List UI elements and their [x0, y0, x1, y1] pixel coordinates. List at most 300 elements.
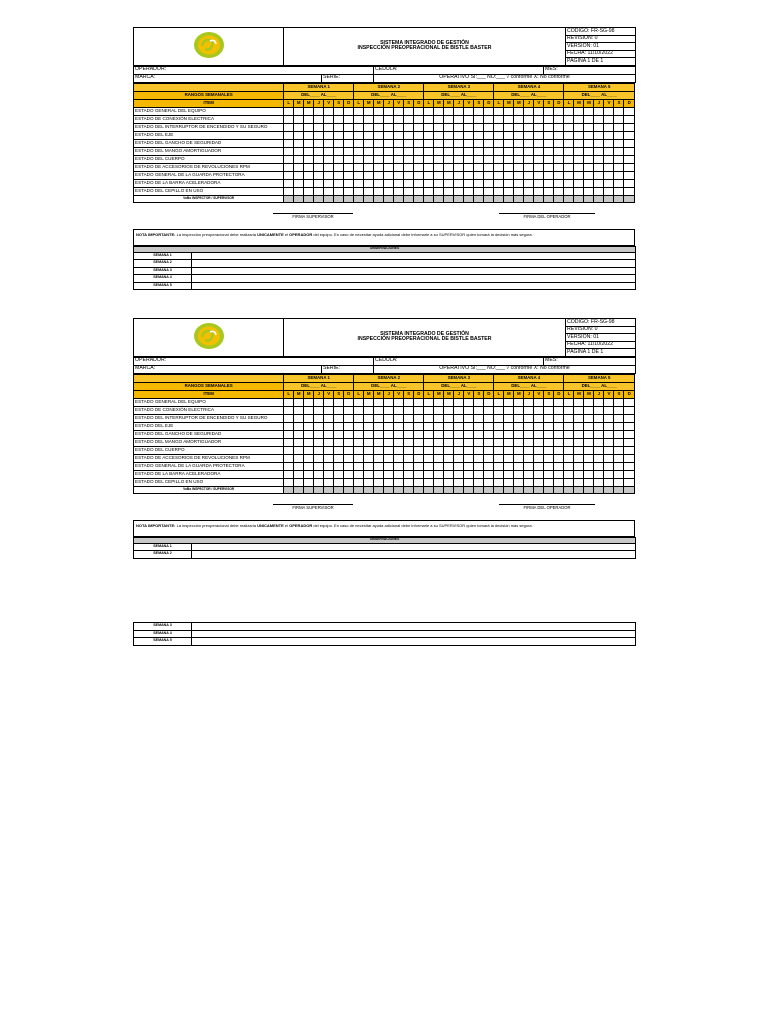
check-cell[interactable]: [354, 171, 364, 179]
check-cell[interactable]: [334, 179, 344, 187]
check-cell[interactable]: [364, 406, 374, 414]
check-cell[interactable]: [434, 462, 444, 470]
check-cell[interactable]: [484, 446, 494, 454]
check-cell[interactable]: [564, 446, 574, 454]
check-cell[interactable]: [594, 155, 604, 163]
marca-field[interactable]: MARCA:: [134, 365, 322, 373]
check-cell[interactable]: [534, 438, 544, 446]
check-cell[interactable]: [594, 446, 604, 454]
vobo-cell[interactable]: [444, 486, 454, 493]
check-cell[interactable]: [394, 470, 404, 478]
check-cell[interactable]: [384, 478, 394, 486]
check-cell[interactable]: [414, 139, 424, 147]
vobo-cell[interactable]: [294, 195, 304, 202]
check-cell[interactable]: [534, 171, 544, 179]
check-cell[interactable]: [364, 187, 374, 195]
check-cell[interactable]: [584, 406, 594, 414]
check-cell[interactable]: [464, 131, 474, 139]
check-cell[interactable]: [564, 155, 574, 163]
check-cell[interactable]: [524, 131, 534, 139]
vobo-cell[interactable]: [604, 486, 614, 493]
check-cell[interactable]: [294, 438, 304, 446]
check-cell[interactable]: [384, 115, 394, 123]
check-cell[interactable]: [434, 478, 444, 486]
check-cell[interactable]: [284, 398, 294, 406]
check-cell[interactable]: [474, 430, 484, 438]
check-cell[interactable]: [284, 470, 294, 478]
check-cell[interactable]: [324, 179, 334, 187]
check-cell[interactable]: [314, 187, 324, 195]
check-cell[interactable]: [534, 179, 544, 187]
check-cell[interactable]: [434, 430, 444, 438]
check-cell[interactable]: [444, 107, 454, 115]
check-cell[interactable]: [334, 478, 344, 486]
check-cell[interactable]: [294, 430, 304, 438]
check-cell[interactable]: [384, 187, 394, 195]
check-cell[interactable]: [584, 422, 594, 430]
check-cell[interactable]: [444, 131, 454, 139]
vobo-cell[interactable]: [394, 195, 404, 202]
check-cell[interactable]: [334, 462, 344, 470]
check-cell[interactable]: [504, 478, 514, 486]
check-cell[interactable]: [594, 398, 604, 406]
vobo-cell[interactable]: [484, 195, 494, 202]
check-cell[interactable]: [354, 115, 364, 123]
check-cell[interactable]: [614, 187, 624, 195]
check-cell[interactable]: [294, 446, 304, 454]
check-cell[interactable]: [594, 171, 604, 179]
check-cell[interactable]: [314, 115, 324, 123]
check-cell[interactable]: [584, 147, 594, 155]
check-cell[interactable]: [484, 438, 494, 446]
check-cell[interactable]: [374, 163, 384, 171]
check-cell[interactable]: [364, 179, 374, 187]
check-cell[interactable]: [514, 171, 524, 179]
check-cell[interactable]: [614, 171, 624, 179]
check-cell[interactable]: [614, 115, 624, 123]
check-cell[interactable]: [564, 171, 574, 179]
check-cell[interactable]: [554, 478, 564, 486]
check-cell[interactable]: [484, 398, 494, 406]
check-cell[interactable]: [304, 187, 314, 195]
check-cell[interactable]: [614, 422, 624, 430]
check-cell[interactable]: [534, 115, 544, 123]
check-cell[interactable]: [584, 123, 594, 131]
check-cell[interactable]: [454, 414, 464, 422]
vobo-cell[interactable]: [554, 195, 564, 202]
check-cell[interactable]: [324, 139, 334, 147]
check-cell[interactable]: [454, 422, 464, 430]
check-cell[interactable]: [574, 107, 584, 115]
check-cell[interactable]: [424, 414, 434, 422]
check-cell[interactable]: [314, 123, 324, 131]
check-cell[interactable]: [494, 187, 504, 195]
vobo-cell[interactable]: [384, 195, 394, 202]
check-cell[interactable]: [554, 430, 564, 438]
check-cell[interactable]: [514, 470, 524, 478]
check-cell[interactable]: [524, 123, 534, 131]
check-cell[interactable]: [444, 430, 454, 438]
check-cell[interactable]: [344, 115, 354, 123]
check-cell[interactable]: [584, 155, 594, 163]
check-cell[interactable]: [344, 107, 354, 115]
check-cell[interactable]: [404, 155, 414, 163]
vobo-cell[interactable]: [504, 195, 514, 202]
check-cell[interactable]: [374, 187, 384, 195]
check-cell[interactable]: [334, 171, 344, 179]
check-cell[interactable]: [414, 131, 424, 139]
check-cell[interactable]: [304, 107, 314, 115]
check-cell[interactable]: [494, 171, 504, 179]
check-cell[interactable]: [434, 454, 444, 462]
vobo-cell[interactable]: [464, 195, 474, 202]
check-cell[interactable]: [344, 454, 354, 462]
check-cell[interactable]: [414, 398, 424, 406]
check-cell[interactable]: [344, 139, 354, 147]
vobo-cell[interactable]: [574, 195, 584, 202]
check-cell[interactable]: [294, 414, 304, 422]
check-cell[interactable]: [374, 478, 384, 486]
cedula-field[interactable]: CEDULA:: [374, 357, 544, 365]
check-cell[interactable]: [504, 139, 514, 147]
check-cell[interactable]: [374, 430, 384, 438]
check-cell[interactable]: [504, 187, 514, 195]
check-cell[interactable]: [414, 478, 424, 486]
check-cell[interactable]: [374, 422, 384, 430]
check-cell[interactable]: [414, 414, 424, 422]
check-cell[interactable]: [294, 462, 304, 470]
obs-field[interactable]: [192, 638, 636, 646]
check-cell[interactable]: [454, 147, 464, 155]
obs-field[interactable]: [192, 551, 636, 559]
check-cell[interactable]: [494, 470, 504, 478]
check-cell[interactable]: [404, 470, 414, 478]
check-cell[interactable]: [334, 123, 344, 131]
vobo-cell[interactable]: [284, 486, 294, 493]
check-cell[interactable]: [494, 414, 504, 422]
vobo-cell[interactable]: [454, 195, 464, 202]
check-cell[interactable]: [374, 123, 384, 131]
check-cell[interactable]: [454, 115, 464, 123]
check-cell[interactable]: [544, 462, 554, 470]
check-cell[interactable]: [594, 414, 604, 422]
check-cell[interactable]: [394, 398, 404, 406]
vobo-cell[interactable]: [394, 486, 404, 493]
check-cell[interactable]: [514, 107, 524, 115]
check-cell[interactable]: [454, 438, 464, 446]
check-cell[interactable]: [504, 454, 514, 462]
check-cell[interactable]: [544, 454, 554, 462]
check-cell[interactable]: [344, 131, 354, 139]
check-cell[interactable]: [584, 446, 594, 454]
check-cell[interactable]: [574, 406, 584, 414]
check-cell[interactable]: [424, 171, 434, 179]
check-cell[interactable]: [464, 139, 474, 147]
check-cell[interactable]: [354, 179, 364, 187]
check-cell[interactable]: [344, 147, 354, 155]
check-cell[interactable]: [494, 422, 504, 430]
vobo-cell[interactable]: [544, 195, 554, 202]
check-cell[interactable]: [284, 454, 294, 462]
check-cell[interactable]: [294, 155, 304, 163]
check-cell[interactable]: [574, 422, 584, 430]
check-cell[interactable]: [464, 430, 474, 438]
check-cell[interactable]: [444, 187, 454, 195]
check-cell[interactable]: [594, 131, 604, 139]
check-cell[interactable]: [304, 147, 314, 155]
check-cell[interactable]: [404, 139, 414, 147]
vobo-cell[interactable]: [624, 195, 635, 202]
check-cell[interactable]: [474, 179, 484, 187]
check-cell[interactable]: [624, 107, 635, 115]
check-cell[interactable]: [314, 171, 324, 179]
obs-field[interactable]: [192, 252, 636, 260]
check-cell[interactable]: [404, 446, 414, 454]
check-cell[interactable]: [574, 454, 584, 462]
check-cell[interactable]: [294, 147, 304, 155]
vobo-cell[interactable]: [544, 486, 554, 493]
check-cell[interactable]: [424, 406, 434, 414]
check-cell[interactable]: [594, 115, 604, 123]
check-cell[interactable]: [484, 478, 494, 486]
check-cell[interactable]: [564, 398, 574, 406]
check-cell[interactable]: [434, 187, 444, 195]
check-cell[interactable]: [574, 179, 584, 187]
check-cell[interactable]: [604, 107, 614, 115]
check-cell[interactable]: [414, 470, 424, 478]
check-cell[interactable]: [354, 430, 364, 438]
check-cell[interactable]: [434, 438, 444, 446]
check-cell[interactable]: [294, 470, 304, 478]
check-cell[interactable]: [314, 147, 324, 155]
check-cell[interactable]: [624, 446, 635, 454]
check-cell[interactable]: [564, 163, 574, 171]
check-cell[interactable]: [344, 470, 354, 478]
check-cell[interactable]: [504, 147, 514, 155]
check-cell[interactable]: [424, 107, 434, 115]
check-cell[interactable]: [524, 107, 534, 115]
week-range[interactable]: DEL____ AL____: [284, 382, 354, 390]
check-cell[interactable]: [624, 147, 635, 155]
check-cell[interactable]: [424, 454, 434, 462]
check-cell[interactable]: [474, 414, 484, 422]
check-cell[interactable]: [354, 155, 364, 163]
check-cell[interactable]: [364, 422, 374, 430]
check-cell[interactable]: [304, 462, 314, 470]
check-cell[interactable]: [434, 139, 444, 147]
check-cell[interactable]: [484, 131, 494, 139]
check-cell[interactable]: [284, 414, 294, 422]
check-cell[interactable]: [564, 187, 574, 195]
check-cell[interactable]: [324, 107, 334, 115]
check-cell[interactable]: [304, 179, 314, 187]
check-cell[interactable]: [544, 398, 554, 406]
check-cell[interactable]: [374, 131, 384, 139]
vobo-cell[interactable]: [354, 486, 364, 493]
check-cell[interactable]: [604, 478, 614, 486]
check-cell[interactable]: [304, 438, 314, 446]
check-cell[interactable]: [594, 147, 604, 155]
check-cell[interactable]: [624, 131, 635, 139]
check-cell[interactable]: [514, 446, 524, 454]
check-cell[interactable]: [464, 406, 474, 414]
check-cell[interactable]: [574, 430, 584, 438]
check-cell[interactable]: [404, 478, 414, 486]
check-cell[interactable]: [504, 115, 514, 123]
check-cell[interactable]: [624, 123, 635, 131]
check-cell[interactable]: [564, 438, 574, 446]
check-cell[interactable]: [344, 163, 354, 171]
check-cell[interactable]: [384, 123, 394, 131]
check-cell[interactable]: [614, 414, 624, 422]
check-cell[interactable]: [564, 406, 574, 414]
check-cell[interactable]: [584, 115, 594, 123]
check-cell[interactable]: [344, 446, 354, 454]
check-cell[interactable]: [494, 107, 504, 115]
serie-field[interactable]: SERIE:: [322, 74, 374, 82]
check-cell[interactable]: [464, 454, 474, 462]
vobo-cell[interactable]: [434, 195, 444, 202]
check-cell[interactable]: [344, 414, 354, 422]
obs-field[interactable]: [192, 630, 636, 638]
check-cell[interactable]: [574, 155, 584, 163]
check-cell[interactable]: [354, 454, 364, 462]
check-cell[interactable]: [364, 131, 374, 139]
check-cell[interactable]: [414, 107, 424, 115]
check-cell[interactable]: [344, 398, 354, 406]
check-cell[interactable]: [374, 414, 384, 422]
check-cell[interactable]: [314, 454, 324, 462]
check-cell[interactable]: [434, 414, 444, 422]
check-cell[interactable]: [444, 163, 454, 171]
check-cell[interactable]: [574, 187, 584, 195]
check-cell[interactable]: [474, 171, 484, 179]
check-cell[interactable]: [464, 422, 474, 430]
check-cell[interactable]: [424, 462, 434, 470]
check-cell[interactable]: [444, 115, 454, 123]
check-cell[interactable]: [584, 131, 594, 139]
check-cell[interactable]: [414, 422, 424, 430]
check-cell[interactable]: [524, 478, 534, 486]
check-cell[interactable]: [414, 438, 424, 446]
check-cell[interactable]: [494, 438, 504, 446]
check-cell[interactable]: [494, 478, 504, 486]
check-cell[interactable]: [614, 163, 624, 171]
check-cell[interactable]: [604, 414, 614, 422]
check-cell[interactable]: [554, 131, 564, 139]
check-cell[interactable]: [464, 187, 474, 195]
check-cell[interactable]: [514, 430, 524, 438]
check-cell[interactable]: [544, 438, 554, 446]
vobo-cell[interactable]: [484, 486, 494, 493]
check-cell[interactable]: [514, 414, 524, 422]
check-cell[interactable]: [624, 470, 635, 478]
check-cell[interactable]: [414, 123, 424, 131]
check-cell[interactable]: [554, 187, 564, 195]
check-cell[interactable]: [284, 406, 294, 414]
check-cell[interactable]: [284, 123, 294, 131]
check-cell[interactable]: [464, 123, 474, 131]
check-cell[interactable]: [584, 430, 594, 438]
check-cell[interactable]: [594, 187, 604, 195]
check-cell[interactable]: [344, 171, 354, 179]
check-cell[interactable]: [364, 163, 374, 171]
vobo-cell[interactable]: [294, 486, 304, 493]
check-cell[interactable]: [394, 147, 404, 155]
check-cell[interactable]: [594, 430, 604, 438]
check-cell[interactable]: [554, 462, 564, 470]
check-cell[interactable]: [624, 438, 635, 446]
vobo-cell[interactable]: [494, 195, 504, 202]
check-cell[interactable]: [514, 179, 524, 187]
vobo-cell[interactable]: [334, 486, 344, 493]
check-cell[interactable]: [554, 406, 564, 414]
vobo-cell[interactable]: [324, 486, 334, 493]
check-cell[interactable]: [564, 179, 574, 187]
check-cell[interactable]: [444, 123, 454, 131]
check-cell[interactable]: [394, 107, 404, 115]
check-cell[interactable]: [574, 123, 584, 131]
check-cell[interactable]: [384, 414, 394, 422]
check-cell[interactable]: [454, 155, 464, 163]
check-cell[interactable]: [504, 438, 514, 446]
check-cell[interactable]: [484, 139, 494, 147]
vobo-cell[interactable]: [594, 195, 604, 202]
vobo-cell[interactable]: [454, 486, 464, 493]
check-cell[interactable]: [554, 115, 564, 123]
check-cell[interactable]: [384, 155, 394, 163]
check-cell[interactable]: [324, 478, 334, 486]
check-cell[interactable]: [294, 131, 304, 139]
check-cell[interactable]: [504, 155, 514, 163]
check-cell[interactable]: [384, 179, 394, 187]
check-cell[interactable]: [324, 462, 334, 470]
check-cell[interactable]: [334, 131, 344, 139]
obs-field[interactable]: [192, 275, 636, 283]
check-cell[interactable]: [574, 470, 584, 478]
check-cell[interactable]: [284, 430, 294, 438]
check-cell[interactable]: [424, 470, 434, 478]
check-cell[interactable]: [434, 422, 444, 430]
check-cell[interactable]: [364, 123, 374, 131]
check-cell[interactable]: [294, 406, 304, 414]
check-cell[interactable]: [304, 398, 314, 406]
check-cell[interactable]: [514, 131, 524, 139]
check-cell[interactable]: [324, 422, 334, 430]
check-cell[interactable]: [624, 179, 635, 187]
check-cell[interactable]: [584, 438, 594, 446]
check-cell[interactable]: [524, 147, 534, 155]
check-cell[interactable]: [414, 147, 424, 155]
check-cell[interactable]: [354, 131, 364, 139]
check-cell[interactable]: [524, 454, 534, 462]
vobo-cell[interactable]: [514, 195, 524, 202]
check-cell[interactable]: [604, 163, 614, 171]
check-cell[interactable]: [404, 414, 414, 422]
check-cell[interactable]: [454, 462, 464, 470]
check-cell[interactable]: [584, 171, 594, 179]
operador-field[interactable]: OPERADOR:: [134, 66, 374, 74]
check-cell[interactable]: [434, 446, 444, 454]
check-cell[interactable]: [444, 171, 454, 179]
check-cell[interactable]: [424, 438, 434, 446]
check-cell[interactable]: [334, 155, 344, 163]
check-cell[interactable]: [484, 406, 494, 414]
check-cell[interactable]: [284, 438, 294, 446]
check-cell[interactable]: [424, 478, 434, 486]
check-cell[interactable]: [384, 430, 394, 438]
check-cell[interactable]: [604, 462, 614, 470]
